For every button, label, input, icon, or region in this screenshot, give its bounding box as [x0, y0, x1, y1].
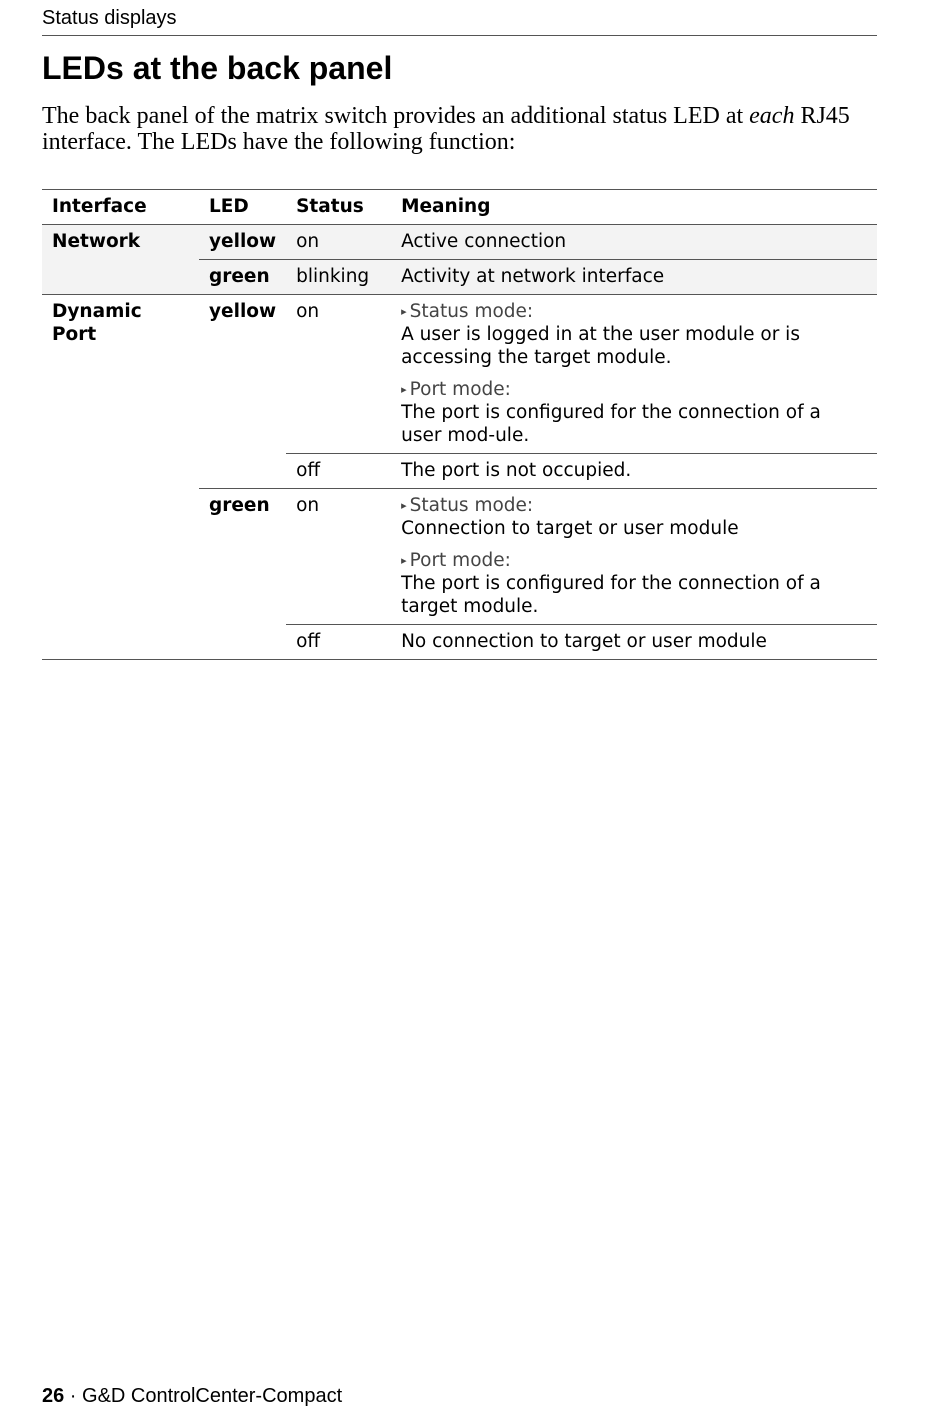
- triangle-right-icon: ▸: [401, 499, 407, 512]
- status-cell: off: [286, 454, 391, 489]
- status-cell: on: [286, 295, 391, 454]
- status-cell: off: [286, 625, 391, 660]
- intro-text-before: The back panel of the matrix switch provides an additional status LED at: [42, 103, 750, 129]
- mode-label: Port mode:: [409, 379, 511, 400]
- led-cell: green: [199, 489, 286, 660]
- status-mode-block: [401, 494, 867, 540]
- meaning-cell: [391, 489, 877, 625]
- meaning-cell: Activity at network interface: [391, 260, 877, 295]
- led-cell: yellow: [199, 295, 286, 489]
- status-cell: blinking: [286, 260, 391, 295]
- footer-separator: ·: [64, 1385, 83, 1407]
- column-header-status: Status: [286, 190, 391, 225]
- mode-text: The port is configured for the connection of a target module.: [401, 573, 821, 617]
- mode-text: Connection to target or user module: [401, 518, 739, 539]
- led-cell: yellow: [199, 225, 286, 260]
- meaning-cell: The port is not occupied.: [391, 454, 877, 489]
- mode-label: Status mode:: [409, 495, 534, 516]
- triangle-right-icon: ▸: [401, 554, 407, 567]
- running-header: Status displays: [42, 7, 877, 36]
- table-row: [42, 295, 877, 454]
- status-cell: on: [286, 489, 391, 625]
- column-header-meaning: Meaning: [391, 190, 877, 225]
- meaning-cell: Active connection: [391, 225, 877, 260]
- column-header-led: LED: [199, 190, 286, 225]
- led-function-table: [42, 189, 877, 660]
- table-header-row: [42, 190, 877, 225]
- interface-dynamic-port: Dynamic Port: [42, 295, 199, 660]
- footer-product: G&D ControlCenter-Compact: [82, 1385, 343, 1407]
- page-footer: [42, 1385, 342, 1408]
- table-row: [42, 225, 877, 260]
- mode-text: The port is configured for the connection of a user mod-ule.: [401, 402, 821, 446]
- mode-text: A user is logged in at the user module or is accessing the target module.: [401, 324, 800, 368]
- triangle-right-icon: ▸: [401, 305, 407, 318]
- port-mode-block: [401, 549, 867, 618]
- page-number: 26: [42, 1385, 65, 1407]
- page-title: LEDs at the back panel: [42, 50, 393, 86]
- meaning-cell: No connection to target or user module: [391, 625, 877, 660]
- intro-text-after: RJ45 interface. The LEDs have the following function:: [42, 103, 850, 155]
- mode-label: Port mode:: [409, 550, 511, 571]
- intro-emphasis: each: [749, 103, 795, 129]
- port-mode-block: [401, 378, 867, 447]
- interface-network: Network: [42, 225, 199, 295]
- triangle-right-icon: ▸: [401, 383, 407, 396]
- status-cell: on: [286, 225, 391, 260]
- column-header-interface: Interface: [42, 190, 199, 225]
- meaning-cell: [391, 295, 877, 454]
- mode-label: Status mode:: [409, 301, 534, 322]
- status-mode-block: [401, 300, 867, 369]
- intro-paragraph: [42, 103, 878, 155]
- led-cell: green: [199, 260, 286, 295]
